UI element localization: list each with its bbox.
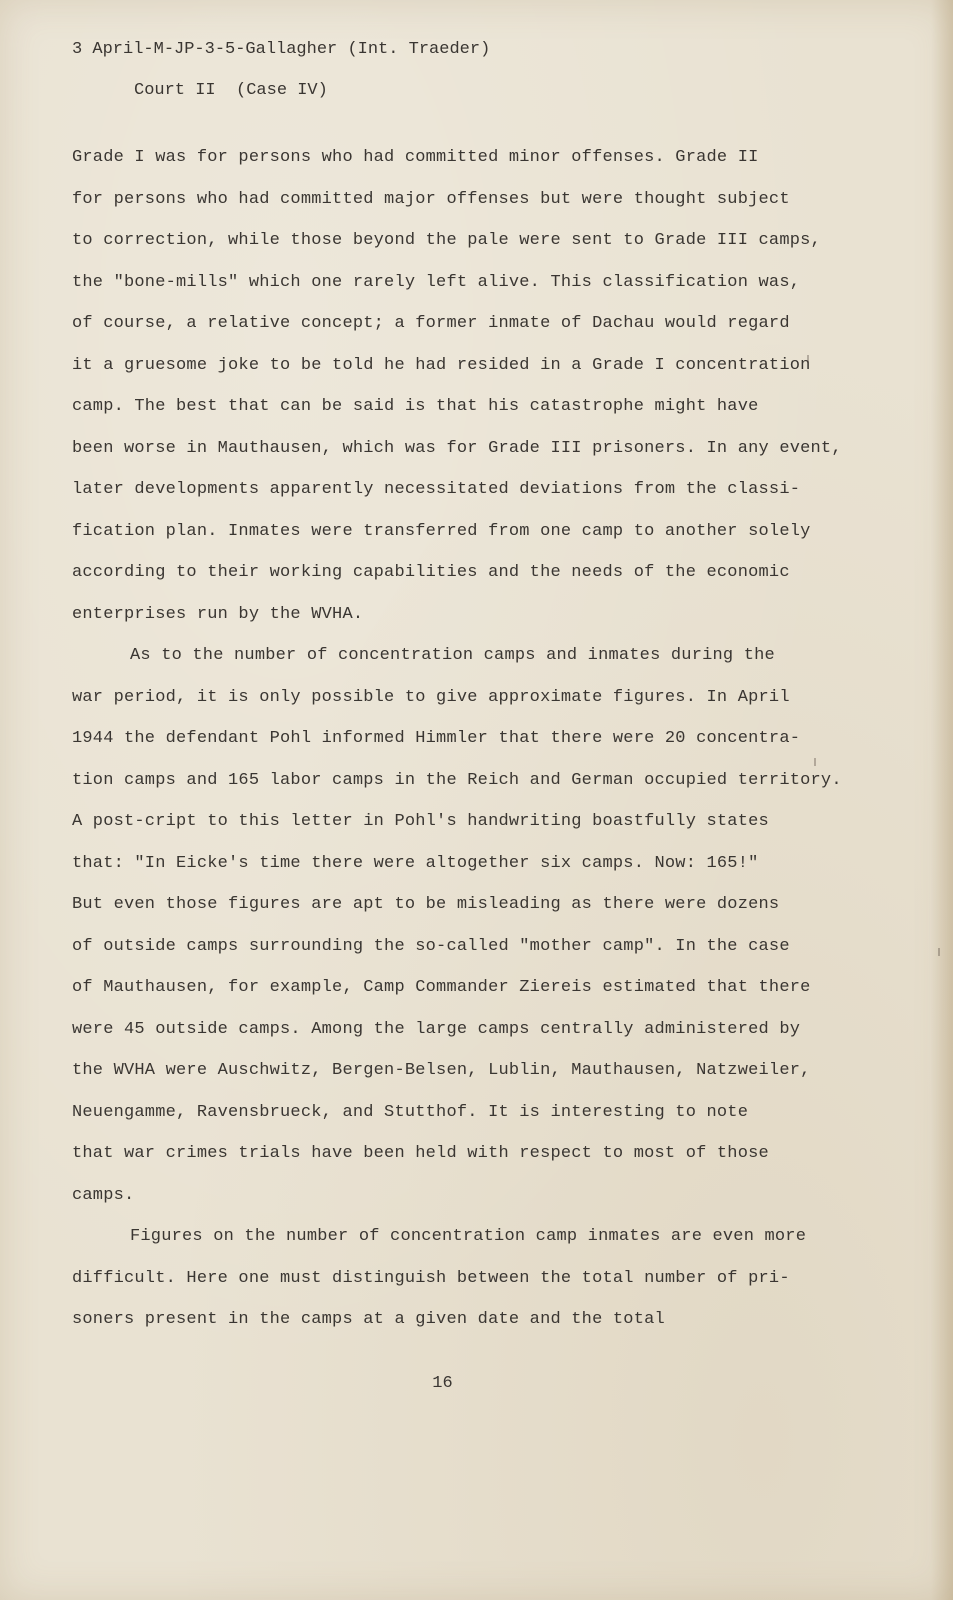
text-line: difficult. Here one must distinguish between the total number of pri- [72, 1268, 790, 1288]
header-reference-line: 3 April-M-JP-3-5-Gallagher (Int. Traeder) [72, 40, 491, 59]
text-line: fication plan. Inmates were transferred from one camp to another solely [72, 521, 811, 541]
text-line: of course, a relative concept; a former inmate of Dachau would regard [72, 314, 790, 333]
text-line: A post-cript to this letter in Pohl's handwriting boastfully states [72, 812, 769, 831]
text-line: tion camps and 165 labor camps in the Reich and German occupied territory. [72, 770, 842, 790]
text-line: camp. The best that can be said is that his catastrophe might have [72, 397, 759, 416]
margin-mark [938, 948, 940, 956]
text-line: of Mauthausen, for example, Camp Commander Ziereis estimated that there [72, 978, 811, 997]
text-line: it a gruesome joke to be told he had resided in a Grade I concentration [72, 355, 811, 375]
text-line: enterprises run by the WVHA. [72, 604, 364, 624]
text-line: war period, it is only possible to give approximate figures. In April [72, 687, 790, 707]
text-line: were 45 outside camps. Among the large camps centrally administered by [72, 1019, 801, 1039]
text-line: Neuengamme, Ravensbrueck, and Stutthof. It is interesting to note [72, 1102, 749, 1122]
page-number: 16 [432, 1374, 453, 1393]
text-line: according to their working capabilities and the needs of the economic [72, 563, 790, 582]
text-line: Grade I was for persons who had committed minor offenses. Grade II [72, 148, 759, 167]
document-body [72, 146, 872, 1350]
page-edge-shadow [931, 0, 953, 1600]
margin-mark [807, 355, 809, 363]
text-line: the WVHA were Auschwitz, Bergen-Belsen, Lublin, Mauthausen, Natzweiler, [72, 1061, 811, 1080]
margin-mark [814, 758, 816, 766]
text-line: for persons who had committed major offenses but were thought subject [72, 189, 790, 209]
text-line: But even those figures are apt to be misleading as there were dozens [72, 895, 780, 914]
header-court-line: Court II (Case IV) [134, 81, 328, 100]
text-line: later developments apparently necessitated deviations from the classi- [72, 480, 801, 499]
text-line: that: "In Eicke's time there were altogether six camps. Now: 165!" [72, 853, 759, 873]
text-line: that war crimes trials have been held with respect to most of those [72, 1144, 769, 1163]
text-line: been worse in Mauthausen, which was for Grade III prisoners. In any event, [72, 438, 842, 458]
text-line: the "bone-mills" which one rarely left alive. This classification was, [72, 272, 801, 292]
text-line: of outside camps surrounding the so-called "mother camp". In the case [72, 936, 790, 956]
text-line: to correction, while those beyond the pale were sent to Grade III camps, [72, 231, 821, 250]
text-line: 1944 the defendant Pohl informed Himmler that there were 20 concentra- [72, 729, 801, 748]
text-line: As to the number of concentration camps and inmates during the [130, 646, 775, 665]
text-line: soners present in the camps at a given date and the total [72, 1310, 665, 1329]
text-line: Figures on the number of concentration camp inmates are even more [130, 1227, 807, 1246]
text-line: camps. [72, 1185, 135, 1205]
